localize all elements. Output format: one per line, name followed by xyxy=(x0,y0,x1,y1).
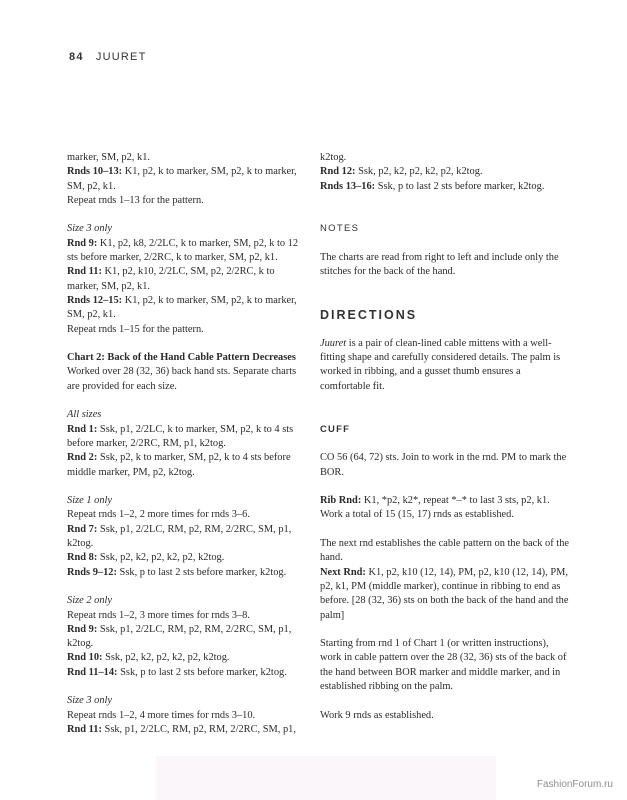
spacer xyxy=(320,194,570,223)
round-text: K1, p2, k to marker, SM, p2, k to marker, SM, p2, k1. xyxy=(67,294,297,321)
round-label: Rnds 10–13: xyxy=(67,166,123,178)
spacer xyxy=(67,208,307,222)
notes-heading: NOTES xyxy=(320,223,360,235)
paragraph: CO 56 (64, 72) sts. Join to work in the rnd. PM to mark the BOR. xyxy=(320,452,567,478)
instruction-line xyxy=(67,294,307,323)
round-label: Rnd 8: xyxy=(67,552,98,564)
instruction-line xyxy=(320,566,570,623)
instruction-line xyxy=(67,651,307,665)
size-subheading: Size 2 only xyxy=(67,595,113,607)
spacer xyxy=(67,580,307,594)
instruction-line xyxy=(320,494,570,523)
instruction-line xyxy=(67,523,307,552)
round-label: Rnd 7: xyxy=(67,523,98,535)
spacer xyxy=(67,394,307,408)
paragraph: Repeat rnds 1–2, 4 more times for rnds 3–10. xyxy=(67,709,256,721)
paragraph: marker, SM, p2, k1. xyxy=(67,152,150,163)
pattern-name: Juuret xyxy=(320,337,347,349)
spacer xyxy=(320,280,570,309)
instruction-line xyxy=(320,180,570,194)
chart-heading: Chart 2: Back of the Hand Cable Pattern Decreases xyxy=(67,352,296,364)
paragraph: Repeat rnds 1–15 for the pattern. xyxy=(67,323,204,335)
instruction-line xyxy=(320,165,570,179)
paragraph: k2tog. xyxy=(320,152,347,163)
round-label: Next Rnd: xyxy=(320,566,366,578)
cuff-heading: CUFF xyxy=(320,423,351,435)
instruction-line xyxy=(67,423,307,452)
round-text: K1, p2, k8, 2/2LC, k to marker, SM, p2, k to 12 sts before marker, 2/2RC, k to marker, SM, p2, k1. xyxy=(67,237,299,264)
round-text: Ssk, p to last 2 sts before marker, k2tog. xyxy=(117,666,287,678)
running-header xyxy=(69,51,147,63)
spacer xyxy=(320,623,570,637)
paragraph: Work 9 rnds as established. xyxy=(320,709,434,721)
round-text: Ssk, p to last 2 sts before marker, k2tog. xyxy=(116,566,287,578)
pattern-title: JUURET xyxy=(95,51,147,63)
round-text: Ssk, p1, 2/2LC, RM, p2, RM, 2/2RC, SM, p1, k2tog. xyxy=(67,523,292,550)
round-text: K1, p2, k10, 2/2LC, SM, p2, 2/2RC, k to marker, SM, p2, k1. xyxy=(67,266,275,292)
round-label: Rnd 11–14: xyxy=(67,666,118,678)
directions-heading: DIRECTIONS xyxy=(320,308,418,323)
paragraph: Repeat rnds 1–2, 3 more times for rnds 3–8. xyxy=(67,609,250,621)
instruction-line xyxy=(67,451,307,480)
round-label: Rnd 9: xyxy=(67,237,98,249)
paragraph: Worked over 28 (32, 36) back hand sts. Separate charts are provided for each size. xyxy=(67,366,297,392)
round-text: K1, p2, k to marker, SM, p2, k to marker, SM, p2, k1. xyxy=(67,166,297,192)
round-label: Rib Rnd: xyxy=(320,495,362,507)
left-column xyxy=(67,151,307,737)
paragraph: Starting from rnd 1 of Chart 1 (or written instructions), work in cable pattern over the 28 (32, 36) sts of the back of the hand between BOR marker and middle marker, and in established ribbing on the palm. xyxy=(320,638,567,692)
intro-paragraph xyxy=(320,337,570,394)
round-text: Ssk, p2, k2, p2, k2, p2, k2tog. xyxy=(355,166,483,178)
spacer xyxy=(320,237,570,251)
spacer xyxy=(320,523,570,537)
round-text: Ssk, p1, 2/2LC, RM, p2, RM, 2/2RC, SM, p1, xyxy=(101,723,296,735)
round-label: Rnd 1: xyxy=(67,423,98,435)
instruction-line xyxy=(67,237,307,266)
right-column xyxy=(320,151,570,723)
round-label: Rnd 11: xyxy=(67,266,102,278)
spacer xyxy=(320,323,570,337)
round-label: Rnd 11: xyxy=(67,723,102,735)
instruction-line xyxy=(67,165,307,194)
paragraph: The next rnd establishes the cable pattern on the back of the hand. xyxy=(320,538,569,564)
spacer xyxy=(67,480,307,494)
size-subheading: Size 3 only xyxy=(67,695,113,707)
round-label: Rnds 9–12: xyxy=(67,566,117,578)
round-text: Ssk, p to last 2 sts before marker, k2tog. xyxy=(375,180,545,192)
round-label: Rnd 9: xyxy=(67,623,98,635)
spacer xyxy=(320,480,570,494)
instruction-line xyxy=(67,666,307,680)
round-text: Ssk, p2, k2, p2, k2, p2, k2tog. xyxy=(102,652,230,664)
round-text: K1, *p2, k2*, repeat *–* to last 3 sts, p2, k1. Work a total of 15 (15, 17) rnds as established. xyxy=(320,495,550,521)
watermark-text: FashionForum.ru xyxy=(536,779,613,790)
paragraph: Repeat rnds 1–2, 2 more times for rnds 3–6. xyxy=(67,509,250,521)
round-label: Rnd 2: xyxy=(67,452,98,464)
instruction-line xyxy=(67,723,307,737)
round-label: Rnds 12–15: xyxy=(67,294,123,306)
size-subheading: All sizes xyxy=(67,409,102,421)
spacer xyxy=(67,337,307,351)
instruction-line xyxy=(67,551,307,565)
round-label: Rnd 10: xyxy=(67,652,103,664)
footer-band xyxy=(156,756,496,800)
spacer xyxy=(320,394,570,423)
round-text: Ssk, p2, k to marker, SM, p2, k to 4 sts before middle marker, PM, p2, k2tog. xyxy=(67,452,291,478)
round-text: K1, p2, k10 (12, 14), PM, p2, k10 (12, 14), PM, p2, k1, PM (middle marker), continue in ribbing to end as before. [28 (32, 36) sts on both the back of the hand and the palm] xyxy=(320,566,569,621)
intro-text: is a pair of clean-lined cable mittens with a well-fitting shape and carefully considered details. The palm is worked in ribbing, and a gusset thumb ensures a comfortable fit. xyxy=(320,337,561,392)
size-subheading: Size 1 only xyxy=(67,495,113,507)
spacer xyxy=(67,680,307,694)
paragraph: Repeat rnds 1–13 for the pattern. xyxy=(67,194,204,206)
instruction-line xyxy=(67,623,307,652)
round-text: Ssk, p1, 2/2LC, RM, p2, RM, 2/2RC, SM, p1, k2tog. xyxy=(67,623,292,650)
round-text: Ssk, p2, k2, p2, k2, p2, k2tog. xyxy=(97,552,225,564)
spacer xyxy=(320,437,570,451)
instruction-line xyxy=(67,566,307,580)
round-label: Rnd 12: xyxy=(320,166,356,178)
instruction-line xyxy=(67,265,307,294)
spacer xyxy=(320,694,570,708)
round-label: Rnds 13–16: xyxy=(320,180,376,192)
round-text: Ssk, p1, 2/2LC, k to marker, SM, p2, k to 4 sts before marker, 2/2RC, RM, p1, k2tog. xyxy=(67,423,294,449)
size-subheading: Size 3 only xyxy=(67,223,113,235)
paragraph: The charts are read from right to left and include only the stitches for the back of the hand. xyxy=(320,252,559,278)
page-number: 84 xyxy=(69,51,84,63)
